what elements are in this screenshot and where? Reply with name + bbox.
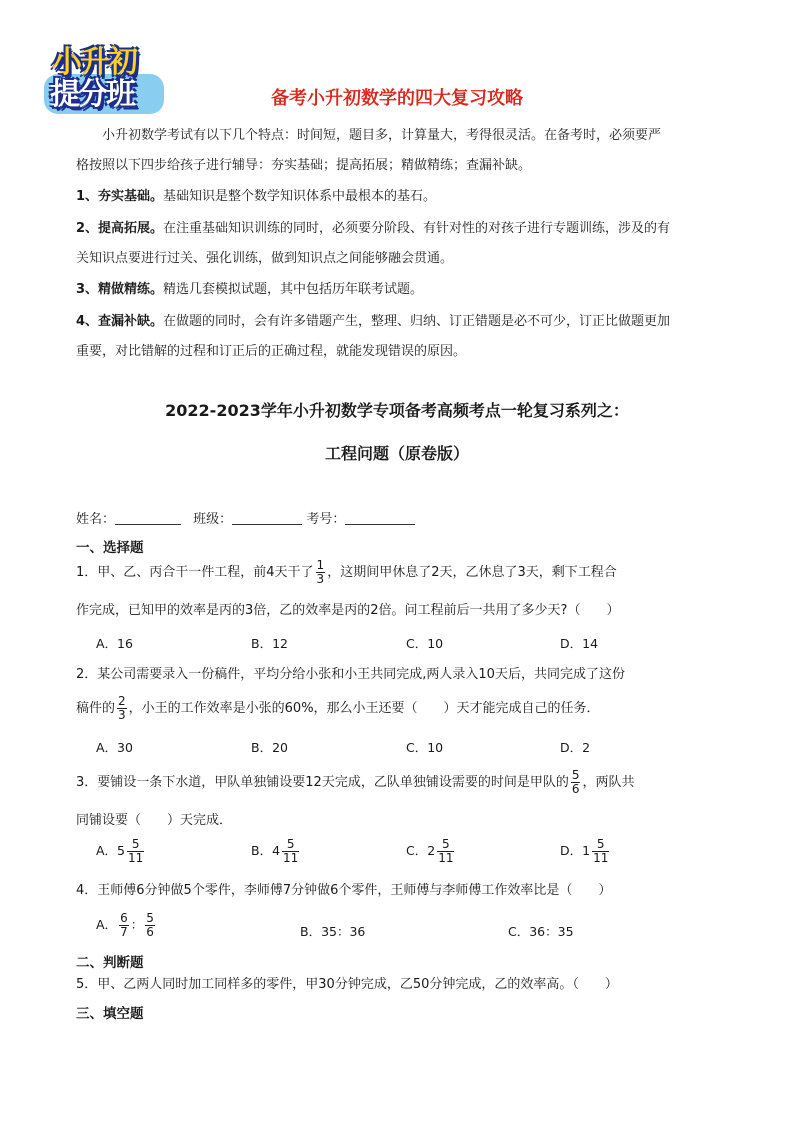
tip-3 (76, 274, 724, 305)
question-1-line-2: 作完成，已知甲的效率是丙的3倍，乙的效率是丙的2倍。问工程前后一共用了多少天?（ ） (76, 603, 620, 618)
tip-4-cont: 重要，对比错解的过程和订正后的正确过程，就能发现错误的原因。 (76, 344, 467, 359)
question-2-line-1: 2．某公司需要录入一份稿件，平均分给小张和小王共同完成,两人录入10天后，共同完成了这份 (76, 667, 625, 682)
tip-3-label: 3、精做精练。 (76, 282, 164, 297)
q2-fraction: $\frac{2}{3}$ (118, 694, 126, 722)
q3-option-a[interactable]: A．5 $\frac{5}{11}$ (96, 837, 144, 865)
tip-3-text: 精选几套模拟试题，其中包括历年联考试题。 (163, 282, 424, 297)
question-1-line-1 (76, 558, 726, 588)
q2-text-b1: 稿件的 (76, 701, 116, 716)
tip-1-label: 1、夯实基础。 (76, 189, 164, 204)
question-4-line-1: 4．王师傅6分钟做5个零件，李师傅7分钟做6个零件，王师傅与李师傅工作效率比是（ ） (76, 883, 612, 898)
q4-option-b[interactable]: B．35：36 (300, 924, 366, 939)
q3-option-c[interactable]: C．2 $\frac{5}{11}$ (406, 837, 454, 865)
section-choice: 一、选择题 (76, 540, 144, 556)
doc-title-1: 2022-2023学年小升初数学专项备考高频考点一轮复习系列之： (165, 401, 629, 420)
q1-text-b: ，这期间甲休息了2天，乙休息了3天，剩下工程合 (327, 565, 617, 580)
question-3-line-2: 同铺设要（ ）天完成． (76, 813, 233, 828)
logo-line-1: 小升初 (52, 45, 136, 80)
doc-title-2: 工程问题（原卷版） (324, 444, 469, 463)
q2-text-b2: ，小王的工作效率是小张的60%，那么小王还要（ ）天才能完成自己的任务． (128, 701, 600, 716)
q1-option-d[interactable]: D．14 (560, 636, 599, 651)
tip-4-label: 4、查漏补缺。 (76, 314, 164, 329)
q1-fraction: $\frac{1}{3}$ (316, 558, 325, 586)
q2-option-c[interactable]: C．10 (406, 740, 444, 755)
header-title: 备考小升初数学的四大复习攻略 (271, 88, 523, 109)
q4-option-c[interactable]: C．36：35 (508, 924, 574, 939)
logo-line-2: 提分班 (50, 77, 134, 112)
exam-no-blank[interactable] (345, 512, 415, 525)
exam-no-label: 考号： (306, 512, 346, 527)
q2-option-d[interactable]: D．2 (560, 740, 591, 755)
q4-option-a[interactable]: A． $\frac{6}{7}$ ： $\frac{5}{6}$ (96, 911, 154, 939)
section-fill: 三、填空题 (76, 1006, 144, 1022)
name-blank[interactable] (115, 512, 181, 525)
q1-option-c[interactable]: C．10 (406, 636, 444, 651)
q1-option-a[interactable]: A．16 (96, 636, 133, 651)
tip-4-text: 在做题的同时，会有许多错题产生，整理、归纳、订正错题是必不可少，订正比做题更加 (163, 314, 671, 329)
name-label: 姓名： (76, 512, 116, 527)
q2-option-a[interactable]: A．30 (96, 740, 133, 755)
q3-text-b: ，两队共 (582, 775, 635, 790)
question-3-line-1 (76, 768, 726, 798)
tip-2-text: 在注重基础知识训练的同时，必须要分阶段、有针对性的对孩子进行专题训练，涉及的有 (163, 221, 671, 236)
class-blank[interactable] (232, 512, 302, 525)
question-2-line-2 (76, 694, 726, 724)
student-info-row (76, 508, 415, 527)
q3-option-b[interactable]: B．4 $\frac{5}{11}$ (251, 837, 299, 865)
tip-2 (76, 213, 724, 244)
q3-fraction: $\frac{5}{6}$ (571, 768, 580, 796)
tip-2-label: 2、提高拓展。 (76, 221, 164, 236)
q3-text-a: 3．要铺设一条下水道，甲队单独铺设要12天完成，乙队单独铺设需要的时间是甲队的 (76, 775, 569, 790)
tip-2-cont: 关知识点要进行过关、强化训练，做到知识点之间能够融会贯通。 (76, 251, 454, 266)
q3-option-d[interactable]: D．1 $\frac{5}{11}$ (560, 837, 609, 865)
q2-option-b[interactable]: B．20 (251, 740, 288, 755)
tip-1 (76, 181, 724, 212)
intro-line-2: 格按照以下四步给孩子进行辅导：夯实基础；提高拓展；精做精练；查漏补缺。 (76, 158, 532, 173)
tip-4 (76, 306, 724, 337)
intro-line-1: 小升初数学考试有以下几个特点：时间短，题目多，计算量大，考得很灵活。在备考时，必须要严 (102, 128, 662, 143)
q1-option-b[interactable]: B．12 (251, 636, 288, 651)
tip-1-text: 基础知识是整个数学知识体系中最根本的基石。 (163, 189, 437, 204)
section-judge: 二、判断题 (76, 955, 144, 971)
class-label: 班级： (193, 512, 233, 527)
question-5-line-1: 5．甲、乙两人同时加工同样多的零件，甲30分钟完成，乙50分钟完成，乙的效率高。（ ） (76, 977, 618, 992)
q1-text-a: 1．甲、乙、丙合干一件工程，前4天干了 (76, 565, 314, 580)
